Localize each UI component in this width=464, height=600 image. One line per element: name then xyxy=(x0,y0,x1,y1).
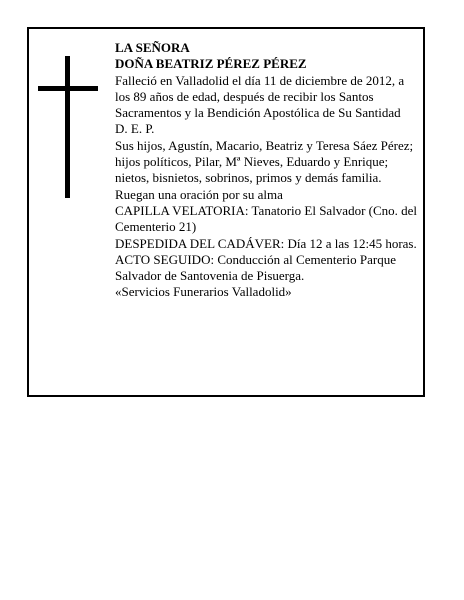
funeral-home: «Servicios Funerarios Valladolid» xyxy=(115,284,292,300)
notice-text xyxy=(115,40,421,301)
notice-title: LA SEÑORA xyxy=(115,40,190,55)
obituary-notice xyxy=(27,27,425,397)
family-list: Sus hijos, Agustín, Macario, Beatriz y Teresa Sáez Pérez; hijos políticos, Pilar, Mª Nieves, Eduardo y Enrique; nietos, bisnietos, sobrinos, primos y demás familia. xyxy=(115,137,414,186)
cross-horizontal-bar xyxy=(38,86,98,91)
cross-vertical-bar xyxy=(65,56,70,198)
burial-details: ACTO SEGUIDO: Conducción al Cementerio Parque Salvador de Santovenia de Pisuerga. xyxy=(115,251,397,284)
death-announcement: Falleció en Valladolid el día 11 de diciembre de 2012, a los 89 años de edad, después de recibir los Santos Sacramentos y la Bendición Apostólica de Su Santidad xyxy=(115,72,405,121)
rest-in-peace: D. E. P. xyxy=(115,121,155,137)
cross-icon xyxy=(38,56,98,198)
prayer-request: Ruegan una oración por su alma xyxy=(115,186,283,202)
wake-location: CAPILLA VELATORIA: Tanatorio El Salvador (Cno. del Cementerio 21) xyxy=(115,202,418,235)
farewell-time: DESPEDIDA DEL CADÁVER: Día 12 a las 12:45 horas. xyxy=(115,235,417,251)
deceased-name: DOÑA BEATRIZ PÉREZ PÉREZ xyxy=(115,56,307,72)
